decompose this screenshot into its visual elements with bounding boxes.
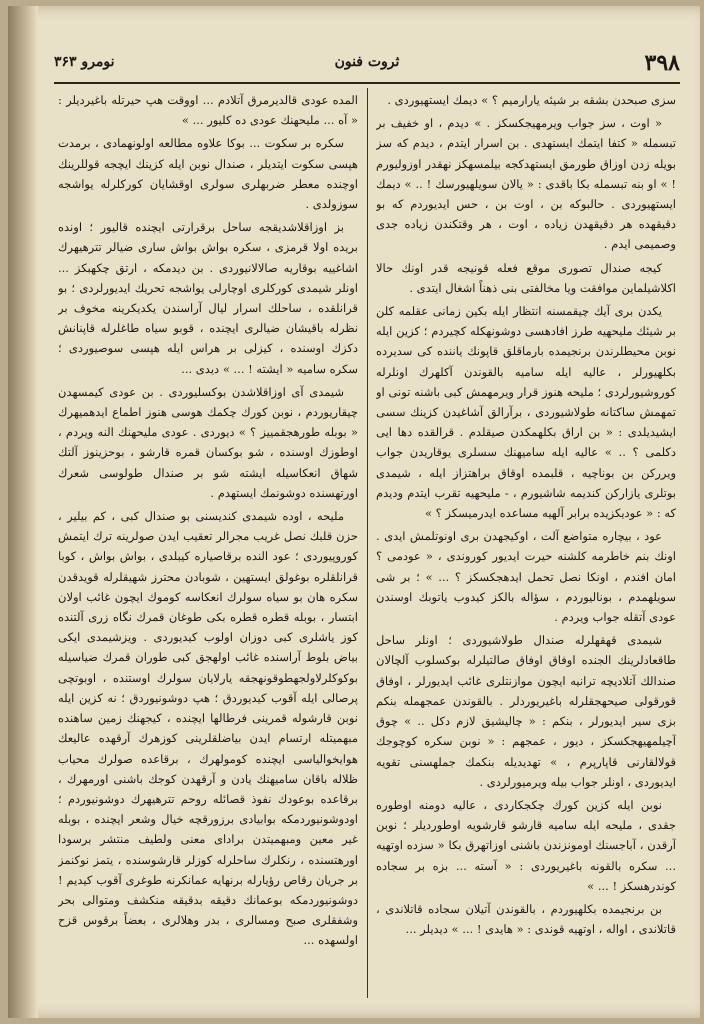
- issue-number: نومرو ۳۶۳: [54, 54, 115, 70]
- page-number: ۳۹۸: [644, 50, 680, 76]
- magazine-title: ثروت فنون: [334, 54, 400, 70]
- paragraph: المده عودی قالدیرمرق آتلادم ... اووقت هپ حیرتله باغیردیلر : « آه ... ملیحهنك عودی ده کلیور ... »: [58, 93, 358, 128]
- paragraph: نوبن ایله کزین کورك چکجکاردی ، عالیه دومنه اوطوره جقدی ، ملیحه ایله سامیه قارشو قارشویه اوطوردیلر ؛ نوبن آرقدن ، آباجسنك اومونزندن باشنی اوزاتهرق بکا « سزده اوتهیه ... سکره بالقونه باغیریوردی : « آسته ... بزه بر سجاده کوندرهسکز ! ... »: [376, 797, 676, 893]
- left-text-column: [58, 90, 358, 998]
- paragraph: بز اوزاقلاشدیقجه ساحل برقرارتی ایچنده قالیور ؛ اونده بریده اولا قرمزی ، سکره بواش بواش ساری ضیالر تترهیهرك اشاغییه بوقاریه صالالانیوردی . بن دیدمکه ، ارتق چکهبکز ... اونلر شیمدی کورکلری اوچارلی یواشجه تحریك ایدیورلردی ؛ بو قرانلقده ، ساحلك اسرار لیال آراسندن یکدیکرینه مخوف بر نظرله باقیشان ضیالری ایچنده ، قوبو سیاه طاغلرله قاپنانش دکزك اوسنده ، کیزلی بر هراس ایله هپسی سوصیوردی ؛ سکره سامیه « ایشته ! ... » دیدی ...: [58, 220, 358, 376]
- paragraph: سکره بر سکوت ... بوکا علاوه مطالعه اولونهمادی ، برمدت هپسی سکوت ایتدیلر ، صندال نوبن ایله کزینك ایچجه قوللرینك اوچنده معطر ضربهلری سولری اوقشایان کورکلرله یواشجه سوزولدی .: [58, 136, 358, 212]
- paragraph: سزی صبحدن بشقه بر شیئه یارارمیم ؟ » دیمك ایستهیوردی .: [387, 93, 676, 107]
- page-header: [54, 50, 680, 78]
- right-text-column: [376, 90, 676, 998]
- paragraph: عود ، بیچاره متواضع آلت ، اوکیجهدن بری اونوتلمش ایدی . اونك بنم خاطرمه کلشنه حیرت ایدیور کوروندی ، « عودمی ؟ امان افندم ، اونکا نصل تحمل ایدهجکسکز ؟ ... » ؛ بر شی سویلهمدم ، بونالیوردم ، سؤاله بالکز کیدوب یاتوبك اوسندن عودی آتقله جواب ویردم .: [376, 529, 676, 625]
- paragraph: بن برنجیمده بکلهیوردم ، بالقوندن آتیلان سجاده قاتلاندی ، قاتلاندی ، اواله ، اوتهیه قوندی : « هایدی ! ... » دیدیلر ...: [376, 901, 676, 937]
- paragraph: ملیحه ، اوده شیمدی کندیسنی بو صندال کبی ، کم بیلیر ، حزن قلبك نصل غریب مجرالر تعقیب ایدن صولرینه ترك ایتمش کوروپیوردی ؛ عود النده برقاصیاره کیبلدی ، بواش بواش ، کوبا قرانلقلره بوغولق ایستهین ، شوبادن محترز شهیقلرله قویدقدن سکره هان بو سیاه سولرك انعکاسه کوموك ایچون غائب اولان ابتسار ، بوبله قطره قطره بکی طوغان قمرك نگاه زری آلتنده کوز یاشلری کبی دوزان اولوب کیدیوردی . ویزشیمدی ایکی بیاض بلوط آراسنده غائب اولهجق کبی طوران قمرك ضیاسیله بوکوکلرلاولجهطوقونهجقه یارلایان سولرك اوستنده ، اوبوتچی پرصالی ایله آقوب کیدیوردق ؛ هپ دوشونیوردق ؛ نه کزین ایله نوبن قارشوله قمرینی فرطالها ایچنده ، کیجهنك زمین ساهنده مبهمیتله ارتسام ایدن بیاضلقلرینی کوزهرك آرقهده عالیعك هوایخوالیاسی ایچنده کومولهرك ، برقاعده صولرك محیاب ظلاله باقان سامیهنك یادن و آرقهدن کوجك باشنی اورمهرك ، برقاعده بوعودك نفوذ قصائله روحم تترهیهرك دوشونیوردم ؛ اودوشونیوردمکه بوابیادی برزورقچه خیال وشعر ایچنده ، بوبله غیر معین ومبهمیتدن برادای معنی ولطیف منتشر برسودا اورهتسنده ، رنکلرك ساحلرله کوزلر قارشوسنده ، یتمز نوکنمز بر جریان رقاص رؤیارله برنهایه عمانکرنه طوغری آقوب کیدیم ! دوشونیوردمکه بوعمانك دقیقه بدقیقه منکشف ومتوالی بحر وشفقلری صبح ومسالری ، بدر وهلالری ، بعضاً برقوس قزح اولسهده ...: [58, 509, 358, 948]
- magazine-page: [8, 6, 700, 1018]
- paragraph: شیمدی قهقهلرله صندال طولاشیوردی ؛ اونلر ساحل طاقعادلرینك الجنده اوفاق اوفاق صالتیلرله بوکسلوب آلچالان صندالك آتلادیچه ترانیه ایچون موازنتلری غائب ایدیورلر ، اوفاق قورقولی صیحهجقلرله باغیریوردلر . بالقوندن عمجهمله بنکم بزی سیر ایدیورلر ، بنکم : « چالیشیق لازم دکل .. » چوق آچیلمهیهجکسکز ، دیور ، عمجهم : « نوبن سکره کوچوجك قولالقارنی قاپارپرم ، » تهدیدیله بنکمك جملهسنی تقویه ایدیوردی ، اونلر جواب بیله ویرمیورلردی .: [376, 633, 676, 789]
- header-rule: [54, 82, 680, 84]
- column-divider: [367, 88, 368, 998]
- paragraph: یکدن بری آیك چیقمسنه انتظار ایله بکین زمانی عقلمه کلن بر شیئك ملیحهیه طرز افادهسی دوشونهکله کچیردم ؛ کزین ایله نوبن محیطلرندن برنجیمده بارماقلق قاپونك یاننده کی سدیرده بکلهیورلر ، عالیه ایله سامیه بالقوندن آکلهرك اونلرله کوروشیورلردی ؛ ملیحه هنوز قرار ویرمهمش کبی باشنه تونی او تمهمش ساکتانه طولاشیوردی ، برآرالق آشاغیدن کزینك سسی ایشیدیلدی : « بن اراق بکلهمکدن صیقلدم . قرالقده دها ایی دکلمی ؟ .. » عالیه ایله سامیهنك سسلری یوقاریدن جواب ویررکن بن بوناچیه ، قلبمده اوقاق براهتزاز ایله ، شیمدی بوتلری یازارکن کندیمه شاشیورم ، - ملیحهیه تقرب ایتدم ودیدم که : « عودیکزیده برابر آلهیه مساعده ایدرمیسکز ؟ »: [376, 304, 676, 521]
- paragraph: کیجه صندال تصوری موقع فعله قونیجه قدر اونك حالا اکلاشیلماین موافقت ویا مخالفتی بنی ذهناً اشغال ایتدی .: [376, 260, 676, 295]
- paragraph: شیمدی آی اوزاقلاشدن بوکسلیوردی . بن عودی کیمسهدن چیقاریوردم ، نوبن کورك چکمك هوسی هنوز اطماع ایدهمیهرك « بوبله طورهجقمییز ؟ » دیوردی . عودی ملیحهنك النه ویردم ، اوطوزك اوسنده ، شو بوکسان قمره قارشو ، بوحزینوز آلتك شهاق انعکاسیله ایشته شو بر صندال طولوسی شعرك اورتهسنده دوشونمك ایستهدم .: [58, 384, 358, 500]
- paragraph: « اوت ، سز جواب ویرمهیجکسکز . » دیدم ، او خفیف بر تبسمله « کتفا ایتمك ایستهدی . بن اسرار ایتدم ، دیدم که سز بویله زدن اوزاق طورمق ایستهدکجه بیلمسهکز نهقدر اوزولیورم ! » او بنه تبسمله بکا باقدی : « یالان سویلهیورسك ! .. » دیمك ایستهیوردی . حالبوکه بن ، اوت بن ، حس ایدیوردم که بو دقیقهده هر دقیقهدن زیاده ، اوت ، هر وقتکندن زیاده جدی وصمیمی ایدم .: [376, 116, 676, 252]
- page-gutter-shadow: [8, 6, 38, 1018]
